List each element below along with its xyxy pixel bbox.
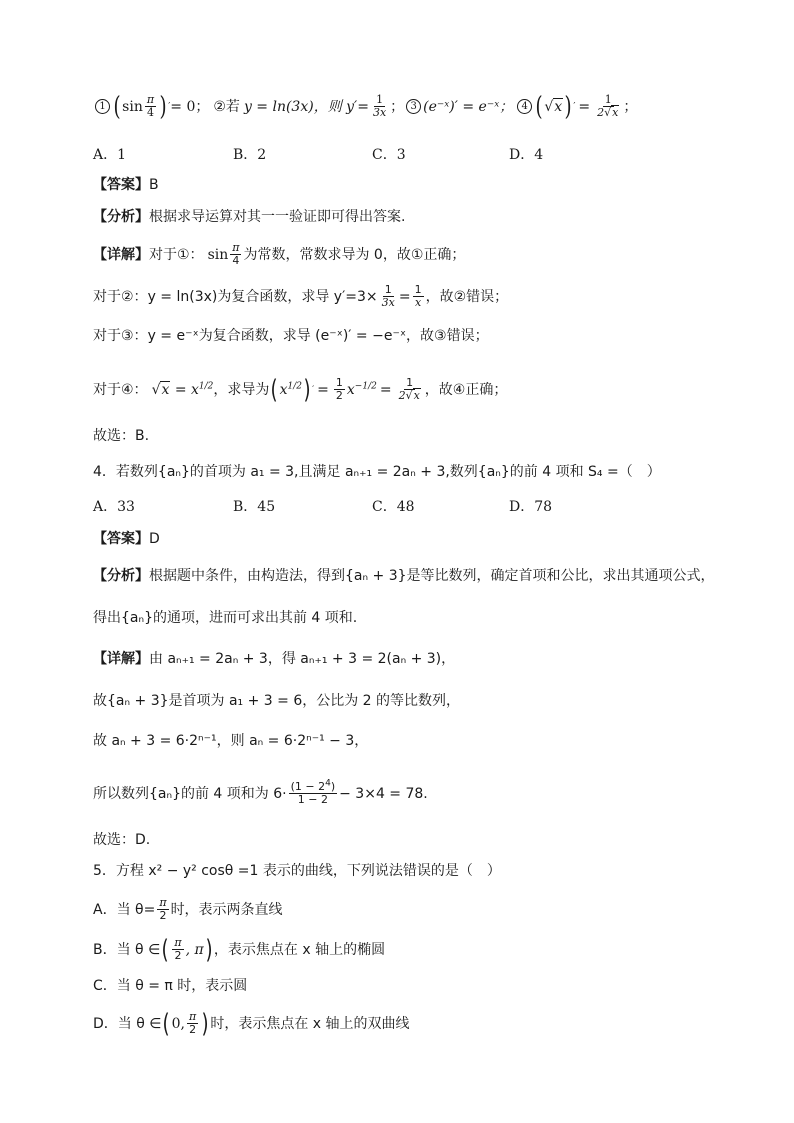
frac-sum: $\frac{(1 - 2^4)}{1 - 2}$ xyxy=(290,778,336,806)
paren-left-d4: ( xyxy=(270,374,279,405)
q3-item2-prefix: ②若 xyxy=(213,98,240,115)
pi-b: , π xyxy=(185,941,204,958)
q3-item2-end: ； xyxy=(390,98,405,115)
q3-choose: 故选：B. xyxy=(93,428,150,444)
answer-label: 【答案】 xyxy=(93,177,149,193)
q3-item1-text: = 0； xyxy=(170,98,210,115)
detail-3-prefix: 对于③： xyxy=(93,328,148,344)
q5-option-b xyxy=(93,934,734,965)
paren-left-b: ( xyxy=(161,934,169,965)
paren-left-d: ( xyxy=(162,1008,171,1039)
q3-item4-end: ； xyxy=(623,98,638,115)
detail-3-text: y = e⁻ˣ为复合函数，求导 (e⁻ˣ)′ = −e⁻ˣ，故③错误； xyxy=(147,328,489,344)
equals-sign: = xyxy=(398,288,411,305)
detail-label-4: 【详解】 xyxy=(93,651,149,667)
detail-4-end: ，故④正确； xyxy=(424,381,508,398)
q3-detail-3 xyxy=(93,325,734,347)
q3-item3-text: (e⁻ˣ)′ = e⁻ˣ； xyxy=(423,98,514,115)
equals-sign-2: = xyxy=(317,381,329,398)
analysis-text-4a: 根据题中条件，由构造法，得到{aₙ + 3}是等比数列，确定首项和公比，求出其通项公式， xyxy=(149,568,715,584)
detail-1-text: 为常数，常数求导为 0，故①正确； xyxy=(243,246,466,263)
q4-detail-3: 故 aₙ + 3 = 6·2ⁿ⁻¹，则 aₙ = 6·2ⁿ⁻¹ − 3， xyxy=(93,733,369,749)
detail-4-1: 由 aₙ₊₁ = 2aₙ + 3，得 aₙ₊₁ + 3 = 2(aₙ + 3)， xyxy=(149,651,456,667)
sin-label: sin xyxy=(122,98,143,115)
sin-label-2: sin xyxy=(207,246,229,263)
paren-left-4: ( xyxy=(535,91,543,122)
detail-2-prefix: 对于②： xyxy=(93,288,148,305)
q4-choose: 故选：D. xyxy=(93,832,151,848)
answer-value: B xyxy=(149,177,159,193)
q4-option-c: C．48 xyxy=(372,499,415,515)
answer-label-4: 【答案】 xyxy=(93,531,149,547)
paren-right-4: ) xyxy=(564,91,572,122)
q3-option-d: D．4 xyxy=(509,147,544,163)
frac-1-2sqrtx: $\frac{1}{2√x}$ xyxy=(597,93,619,119)
q4-stem: 4．若数列{aₙ}的首项为 a₁ = 3,且满足 aₙ₊₁ = 2aₙ + 3,数列{aₙ}的前 4 项和 S₄ =（ ） xyxy=(93,464,661,480)
q4-detail-2: 故{aₙ + 3}是首项为 a₁ + 3 = 6，公比为 2 的等比数列， xyxy=(93,693,461,709)
q4-option-d: D．78 xyxy=(509,499,553,515)
detail-1-prefix: 对于①： xyxy=(149,246,204,263)
q3-option-c: C．3 xyxy=(372,147,406,163)
frac-pi-4-b: $\frac{\pi}{4}$ xyxy=(232,241,240,267)
frac-1-2sqrtx-b: $\frac{1}{2√x}$ xyxy=(398,376,420,402)
frac-1-2: $\frac{1}{2}$ xyxy=(335,376,343,402)
frac-1-x: $\frac{1}{x}$ xyxy=(414,283,422,309)
detail-4-4b: − 3×4 = 78. xyxy=(339,785,428,802)
q3-options xyxy=(93,144,743,166)
frac-pi-2: $\frac{\pi}{2}$ xyxy=(159,896,167,922)
frac-pi-2-d: $\frac{\pi}{2}$ xyxy=(188,1010,197,1036)
q5-option-c: C．当 θ = π 时，表示圆 xyxy=(93,978,248,994)
q3-analysis xyxy=(93,206,734,228)
q3-detail-1 xyxy=(93,242,734,267)
q3-option-a: A．1 xyxy=(93,147,127,163)
paren-left: ( xyxy=(113,91,121,122)
q5-b-pre: B．当 θ ∈ xyxy=(93,941,161,958)
q3-option-b: B．2 xyxy=(233,147,267,163)
detail-2-end: ，故②错误； xyxy=(425,288,509,305)
q5-a-post: 时，表示两条直线 xyxy=(170,901,283,918)
x-half-power: $x^{1/2}$ xyxy=(279,380,302,398)
q4-detail-4 xyxy=(93,778,734,806)
x-neg-half: $x^{-1/2}$ xyxy=(346,380,377,398)
frac-1-3x: $\frac{1}{3x}$ xyxy=(372,93,387,119)
q5-a-pre: A．当 θ= xyxy=(93,901,156,918)
analysis-text: 根据求导运算对其一一验证即可得出答案. xyxy=(149,209,406,225)
paren-right-d: ) xyxy=(201,1008,209,1039)
detail-4-4a: 所以数列{aₙ}的前 4 项和为 6· xyxy=(93,785,287,802)
q4-answer xyxy=(93,528,734,550)
q4-option-b: B．45 xyxy=(233,499,276,515)
q5-option-a xyxy=(93,897,734,922)
detail-4-mid: ，求导为 xyxy=(213,381,270,398)
frac-pi-2-b: $\frac{\pi}{2}$ xyxy=(174,936,182,962)
q4-analysis-2: 得出{aₙ}的通项，进而可求出其前 4 项和. xyxy=(93,610,358,626)
equals-sign-3: = xyxy=(379,381,392,398)
paren-right: ) xyxy=(159,91,167,122)
circled-3-icon: 3 xyxy=(406,99,421,114)
frac-1-3x-b: $\frac{1}{3x}$ xyxy=(381,283,395,309)
sqrt-expr: $√x = x^{1/2}$ xyxy=(151,380,214,398)
detail-4-prefix: 对于④： xyxy=(93,381,148,398)
circled-1-icon: 1 xyxy=(95,99,110,114)
q4-options xyxy=(93,496,743,518)
q5-d-post: 时，表示焦点在 x 轴上的双曲线 xyxy=(210,1015,410,1032)
detail-label: 【详解】 xyxy=(93,246,149,263)
circled-4-icon: 4 xyxy=(517,99,532,114)
answer-value-4: D xyxy=(149,531,160,547)
q3-item4-text: = xyxy=(578,98,591,115)
analysis-label-4: 【分析】 xyxy=(93,568,149,584)
detail-2-text: y = ln(3x)为复合函数，求导 y′=3× xyxy=(147,288,378,305)
q3-items-line: 1 ( sin $\frac{\pi}{4}$ ) ′ = 0； ②若 y = ln(3x)，则 y′= $\frac{1}{3x}$ ； 3 (e⁻ˣ)′ = e⁻ˣ； 4 ( √x ) ′ = $\frac{1}{2√x}$ ； xyxy=(93,94,734,119)
q3-detail-2 xyxy=(93,284,734,309)
q5-d-pre: D．当 θ ∈ xyxy=(93,1015,162,1032)
sqrt-x: √x xyxy=(544,98,563,115)
q4-detail-1 xyxy=(93,648,734,670)
q5-b-post: ，表示焦点在 x 轴上的椭圆 xyxy=(213,941,386,958)
frac-pi-4: $\frac{\pi}{4}$ xyxy=(146,93,155,119)
analysis-label: 【分析】 xyxy=(93,209,149,225)
paren-right-d4: ) xyxy=(303,374,311,405)
q5-option-d xyxy=(93,1008,734,1039)
q4-analysis-1 xyxy=(93,565,734,587)
q3-item2-text: y = ln(3x)，则 y′= xyxy=(243,98,369,115)
q5-stem: 5．方程 x² − y² cosθ =1 表示的曲线，下列说法错误的是（ ） xyxy=(93,863,501,879)
paren-right-b: ) xyxy=(205,934,213,965)
q3-detail-4: 对于④： $√x = x^{1/2}$ ，求导为 ( $x^{1/2}$ ) ′ = $\frac{1}{2}$ $x^{-1/2}$ = $\frac{1}{2√x}$ ，故④正确； xyxy=(93,374,508,405)
q3-answer xyxy=(93,174,734,196)
zero-d: 0, xyxy=(171,1015,185,1032)
q4-option-a: A．33 xyxy=(93,499,135,515)
